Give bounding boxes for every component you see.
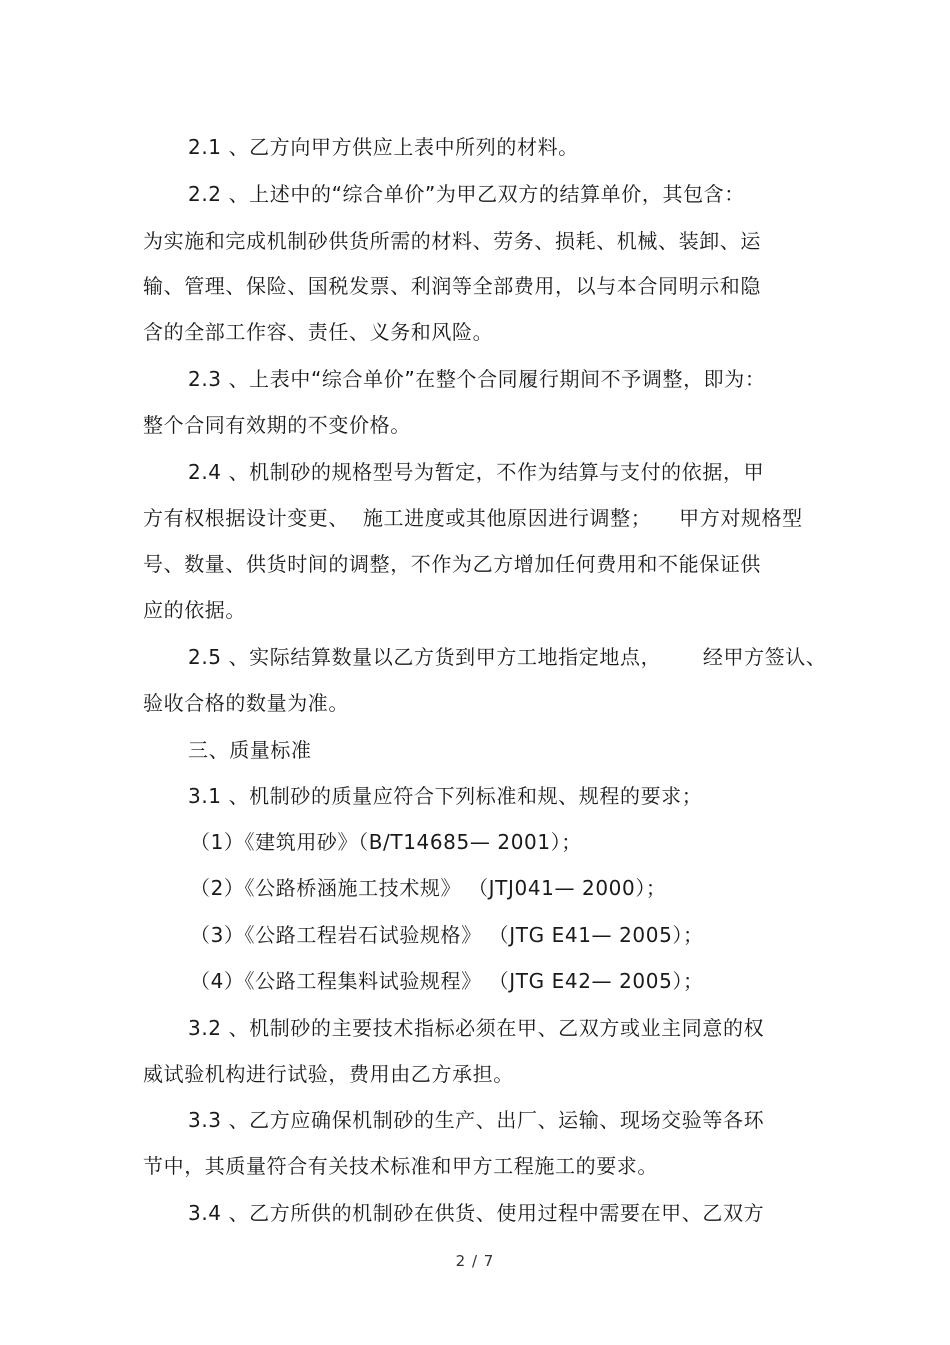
- standard-item: （2）《公路桥涵施工技术规》 （JTJ041— 2000）；: [190, 876, 667, 900]
- standard-item: （3）《公路工程岩石试验规格》 （JTG E41— 2005）；: [190, 923, 704, 947]
- text-line: 3.2 、机制砂的主要技术指标必须在甲、乙双方或业主同意的权: [188, 1016, 765, 1040]
- text-line: 输、管理、保险、国税发票、利润等全部费用，以与本合同明示和隐: [143, 274, 761, 298]
- text-line: 号、数量、供货时间的调整，不作为乙方增加任何费用和不能保证供: [143, 552, 761, 576]
- text-line: 节中，其质量符合有关技术标准和甲方工程施工的要求。: [143, 1154, 658, 1178]
- text-line: 方有权根据设计变更、 施工进度或其他原因进行调整； 甲方对规格型: [143, 506, 803, 530]
- text-line: 2.2 、上述中的“综合单价”为甲乙双方的结算单价，其包含：: [188, 182, 745, 206]
- text-line: 3.4 、乙方所供的机制砂在供货、使用过程中需要在甲、乙双方: [188, 1201, 765, 1225]
- text-line: 威试验机构进行试验，费用由乙方承担。: [143, 1062, 514, 1086]
- standard-item: （1）《建筑用砂》（B/T14685— 2001）；: [190, 830, 582, 854]
- text-line: 含的全部工作容、责任、义务和风险。: [143, 320, 494, 344]
- text-line: 整个合同有效期的不变价格。: [143, 413, 411, 437]
- text-line: 应的依据。: [143, 598, 246, 622]
- text-line: 2.1 、乙方向甲方供应上表中所列的材料。: [188, 135, 579, 159]
- text-line: 3.1 、机制砂的质量应符合下列标准和规、规程的要求；: [188, 784, 703, 808]
- page-number: 2 / 7: [455, 1252, 495, 1270]
- standard-item: （4）《公路工程集料试验规程》 （JTG E42— 2005）；: [190, 969, 704, 993]
- text-line: 验收合格的数量为准。: [143, 691, 349, 715]
- text-line: 2.5 、实际结算数量以乙方货到甲方工地指定地点， 经甲方签认、: [188, 645, 827, 669]
- text-line: 2.4 、机制砂的规格型号为暂定，不作为结算与支付的依据，甲: [188, 460, 765, 484]
- text-line: 2.3 、上表中“综合单价”在整个合同履行期间不予调整，即为：: [188, 367, 766, 391]
- section-heading: 三、质量标准: [188, 738, 312, 762]
- text-line: 3.3 、乙方应确保机制砂的生产、出厂、运输、现场交验等各环: [188, 1108, 765, 1132]
- text-line: 为实施和完成机制砂供货所需的材料、劳务、损耗、机械、装卸、运: [143, 229, 761, 253]
